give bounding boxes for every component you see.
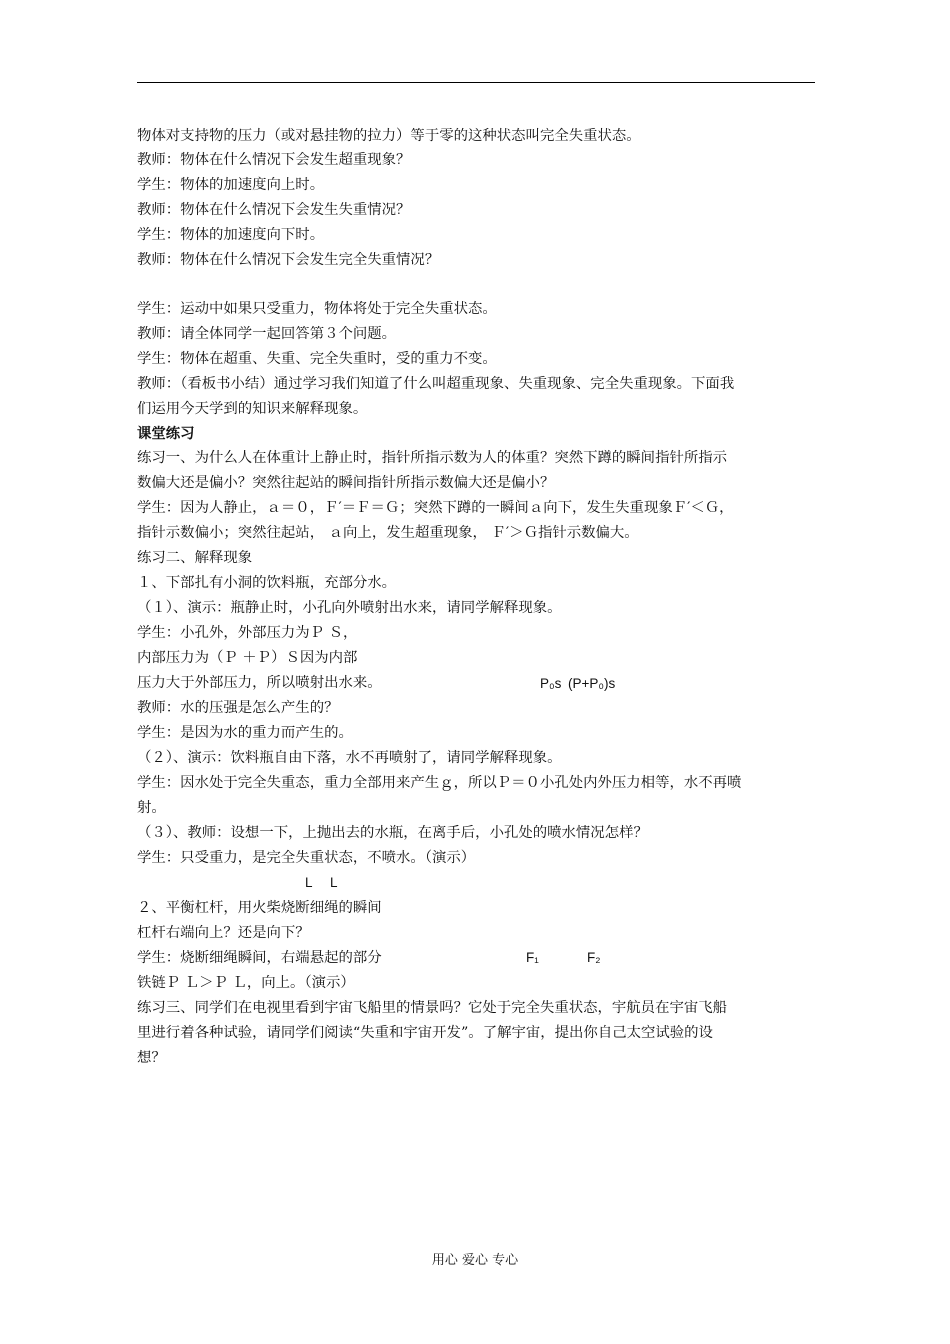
page-footer: 用心 爱心 专心 bbox=[431, 1253, 519, 1268]
text-line: 射。 bbox=[137, 800, 166, 816]
text-line: 教师：水的压强是怎么产生的？ bbox=[137, 700, 339, 716]
figure-label-pressure-outside: P₀s bbox=[540, 676, 562, 691]
section-heading: 课堂练习 bbox=[137, 425, 195, 442]
text-line: 教师：物体在什么情况下会发生完全失重情况？ bbox=[137, 252, 440, 268]
text-line: １、下部扎有小洞的饮料瓶，充部分水。 bbox=[137, 575, 397, 591]
figure-label-force: F₂ bbox=[587, 950, 601, 965]
text-line: 想？ bbox=[137, 1050, 166, 1066]
text-line: 们运用今天学到的知识来解释现象。 bbox=[137, 401, 368, 417]
text-line: 教师：请全体同学一起回答第３个问题。 bbox=[137, 326, 397, 342]
figure-label-length: L bbox=[305, 875, 313, 890]
text-line: 指针示数偏小；突然往起站， ａ向上，发生超重现象， Ｆ′＞Ｇ指针示数偏大。 bbox=[137, 525, 639, 541]
text-line: 铁链Ｐ Ｌ＞Ｐ Ｌ，向上。（演示） bbox=[137, 975, 355, 991]
text-line: 练习三、同学们在电视里看到宇宙飞船里的情景吗？它处于完全失重状态，宇航员在宇宙飞船 bbox=[137, 1000, 728, 1016]
figure-label-force: F₁ bbox=[526, 950, 539, 965]
figure-label-length: L bbox=[330, 875, 338, 890]
text-line: 学生：是因为水的重力而产生的。 bbox=[137, 725, 353, 741]
text-line: （１）、演示：瓶静止时，小孔向外喷射出水来，请同学解释现象。 bbox=[137, 600, 562, 616]
text-line: 数偏大还是偏小？突然往起站的瞬间指针所指示数偏大还是偏小？ bbox=[137, 475, 555, 491]
text-line: 内部压力为（Ｐ ＋Ｐ）Ｓ因为内部 bbox=[137, 650, 358, 666]
text-line: ２、平衡杠杆，用火柴烧断细绳的瞬间 bbox=[137, 900, 382, 916]
text-line: 压力大于外部压力，所以喷射出水来。 bbox=[137, 675, 382, 691]
text-line: 学生：物体在超重、失重、完全失重时，受的重力不变。 bbox=[137, 351, 497, 367]
text-line: （２）、演示：饮料瓶自由下落，水不再喷射了，请同学解释现象。 bbox=[137, 750, 562, 766]
text-line: 教师：（看板书小结）通过学习我们知道了什么叫超重现象、失重现象、完全失重现象。下面我 bbox=[137, 376, 735, 392]
text-line: 里进行着各种试验，请同学们阅读“失重和宇宙开发”。了解宇宙，提出你自己太空试验的设 bbox=[137, 1025, 713, 1041]
text-line: 练习一、为什么人在体重计上静止时，指针所指示数为人的体重？突然下蹲的瞬间指针所指示 bbox=[137, 450, 728, 466]
figure-label-pressure-inside: (P+P₀)s bbox=[568, 676, 616, 691]
text-line: 学生：物体的加速度向上时。 bbox=[137, 177, 325, 193]
text-line: 教师：物体在什么情况下会发生超重现象？ bbox=[137, 152, 411, 168]
text-line: 学生：因水处于完全失重态，重力全部用来产生ｇ，所以Ｐ＝０小孔处内外压力相等，水不再喷 bbox=[137, 775, 742, 791]
text-line: 物体对支持物的压力（或对悬挂物的拉力）等于零的这种状态叫完全失重状态。 bbox=[137, 128, 641, 144]
text-line: （３）、教师：设想一下，上抛出去的水瓶，在离手后，小孔处的喷水情况怎样？ bbox=[137, 825, 648, 841]
text-line: 学生：只受重力，是完全失重状态，不喷水。（演示） bbox=[137, 850, 476, 866]
header-rule bbox=[137, 82, 815, 83]
text-line: 学生：烧断细绳瞬间，右端悬起的部分 bbox=[137, 950, 382, 966]
text-line: 练习二、解释现象 bbox=[137, 550, 253, 566]
text-line: 学生：因为人静止，ａ＝０，Ｆ′＝Ｆ＝Ｇ；突然下蹲的一瞬间ａ向下，发生失重现象Ｆ′＜Ｇ， bbox=[137, 500, 734, 516]
text-line: 学生：运动中如果只受重力，物体将处于完全失重状态。 bbox=[137, 301, 497, 317]
text-line: 教师：物体在什么情况下会发生失重情况？ bbox=[137, 202, 411, 218]
text-line: 学生：小孔外，外部压力为Ｐ Ｓ， bbox=[137, 625, 358, 641]
text-line: 学生：物体的加速度向下时。 bbox=[137, 227, 325, 243]
text-line: 杠杆右端向上？还是向下？ bbox=[137, 925, 310, 941]
